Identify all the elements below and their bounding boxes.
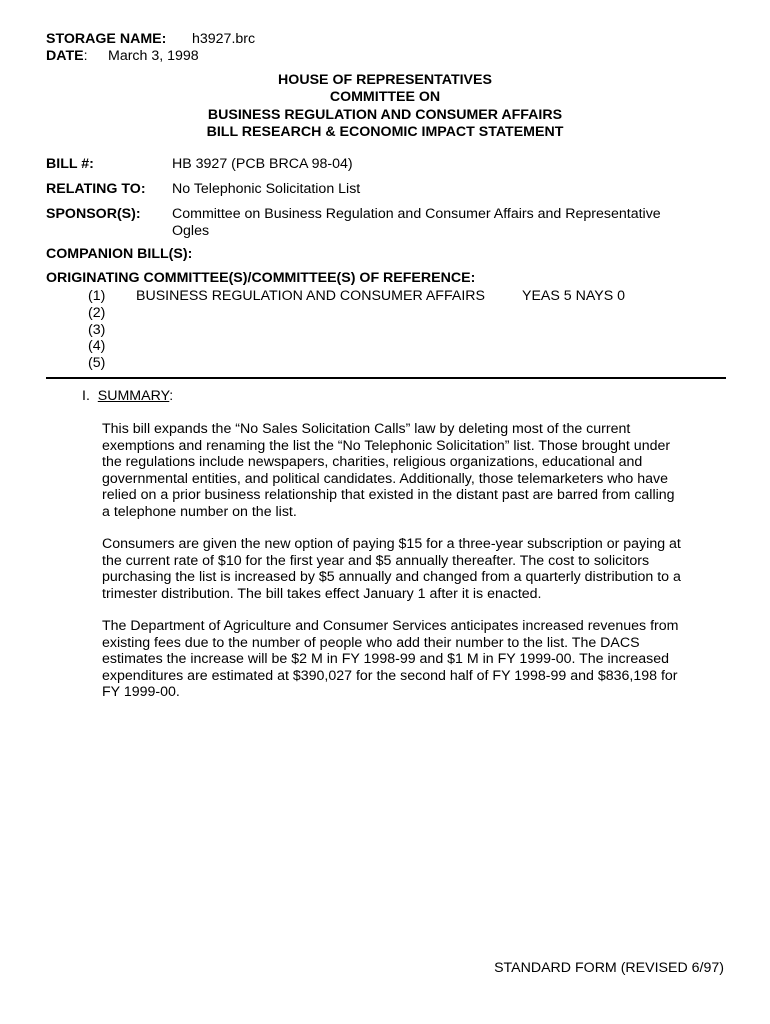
committee-reference-number: (1) [88, 288, 106, 304]
committee-reference-number: (4) [88, 338, 106, 355]
summary-colon: : [169, 388, 174, 404]
originating-committee-label: ORIGINATING COMMITTEE(S)/COMMITTEE(S) OF REFERENCE: [46, 270, 476, 286]
summary-heading [82, 388, 173, 405]
heading-line-4: BILL RESEARCH & ECONOMIC IMPACT STATEMENT [206, 124, 564, 141]
date-label: DATE [46, 48, 84, 64]
committee-reference-item [88, 355, 485, 372]
committee-reference-name: BUSINESS REGULATION AND CONSUMER AFFAIRS [136, 288, 485, 304]
committee-reference-list [88, 288, 626, 372]
heading-line-3: BUSINESS REGULATION AND CONSUMER AFFAIRS [207, 106, 563, 123]
summary-title: SUMMARY [97, 388, 170, 404]
sponsor-label: SPONSOR(S): [46, 206, 141, 222]
storage-name-value: h3927.brc [192, 31, 256, 47]
relating-to-value: No Telephonic Solicitation List [172, 181, 361, 197]
paragraph-line: This bill expands the “No Sales Solicitation Calls” law by deleting most of the current [102, 421, 631, 437]
paragraph-line: purchasing the list is increased by $5 annually and changed from a quarterly distribution to a [102, 569, 681, 586]
storage-name-row [46, 31, 256, 48]
committee-reference-item [88, 305, 485, 322]
paragraph-line: The Department of Agriculture and Consumer Services anticipates increased revenues from [102, 618, 679, 634]
sponsor-line-2: Ogles [172, 222, 210, 239]
companion-bill-label: COMPANION BILL(S): [46, 246, 193, 262]
paragraph-line: estimates the increase will be $2 M in FY 1998-99 and $1 M in FY 1999-00. The increased [102, 651, 670, 668]
committee-reference-votes: YEAS 5 NAYS 0 [522, 288, 626, 304]
section-divider [46, 377, 726, 379]
heading-line-1: HOUSE OF REPRESENTATIVES [278, 72, 492, 88]
committee-reference-item [88, 322, 485, 339]
date-colon: : [83, 48, 88, 64]
paragraph-line: expenditures are estimated at $390,027 for the second half of FY 1998-99 and $836,198 for [102, 667, 678, 684]
bill-number-value: HB 3927 (PCB BRCA 98-04) [172, 156, 353, 172]
bill-number-label: BILL #: [46, 156, 94, 172]
committee-reference-number: (5) [88, 355, 106, 372]
paragraph-line: a telephone number on the list. [102, 503, 297, 520]
sponsor-line-1: Committee on Business Regulation and Consumer Affairs and Representative [172, 206, 661, 222]
summary-paragraph-1 [102, 421, 727, 521]
storage-name-colon: : [161, 31, 167, 47]
document-heading [0, 72, 770, 142]
form-revision-footer: STANDARD FORM (REVISED 6/97) [494, 960, 724, 976]
paragraph-line: the current rate of $10 for the first year and $5 annually thereafter. The cost to solicitors [102, 552, 650, 569]
committee-reference-number: (2) [88, 304, 106, 321]
date-row [46, 48, 199, 65]
paragraph-line: Consumers are given the new option of paying $15 for a three-year subscription or paying at [102, 536, 681, 552]
relating-to-label: RELATING TO: [46, 181, 146, 197]
paragraph-line: FY 1999-00. [102, 684, 180, 701]
paragraph-line: the regulations include newspapers, charities, religious organizations, educational and [102, 454, 643, 471]
paragraph-line: exemptions and renaming the list the “No Telephonic Solicitation” list. Those brought under [102, 437, 671, 454]
paragraph-line: trimester distribution. The bill takes effect January 1 after it is enacted. [102, 585, 542, 602]
date-value: March 3, 1998 [108, 48, 199, 64]
storage-name-label: STORAGE NAME [46, 31, 162, 47]
summary-paragraph-3 [102, 618, 727, 701]
summary-numeral: I. [82, 388, 90, 404]
paragraph-line: existing fees due to the number of people who add their number to the list. The DACS [102, 634, 640, 651]
paragraph-line: relied on a prior business relationship that existed in the distant past are barred from calling [102, 487, 675, 504]
committee-reference-number: (3) [88, 321, 106, 338]
committee-reference-item [88, 338, 485, 355]
paragraph-line: governmental entities, and political candidates. Additionally, those telemarketers who have [102, 470, 668, 487]
committee-reference-item [88, 288, 626, 305]
sponsor-value [172, 206, 732, 239]
heading-line-2: COMMITTEE ON [329, 89, 441, 106]
summary-paragraph-2 [102, 536, 727, 602]
